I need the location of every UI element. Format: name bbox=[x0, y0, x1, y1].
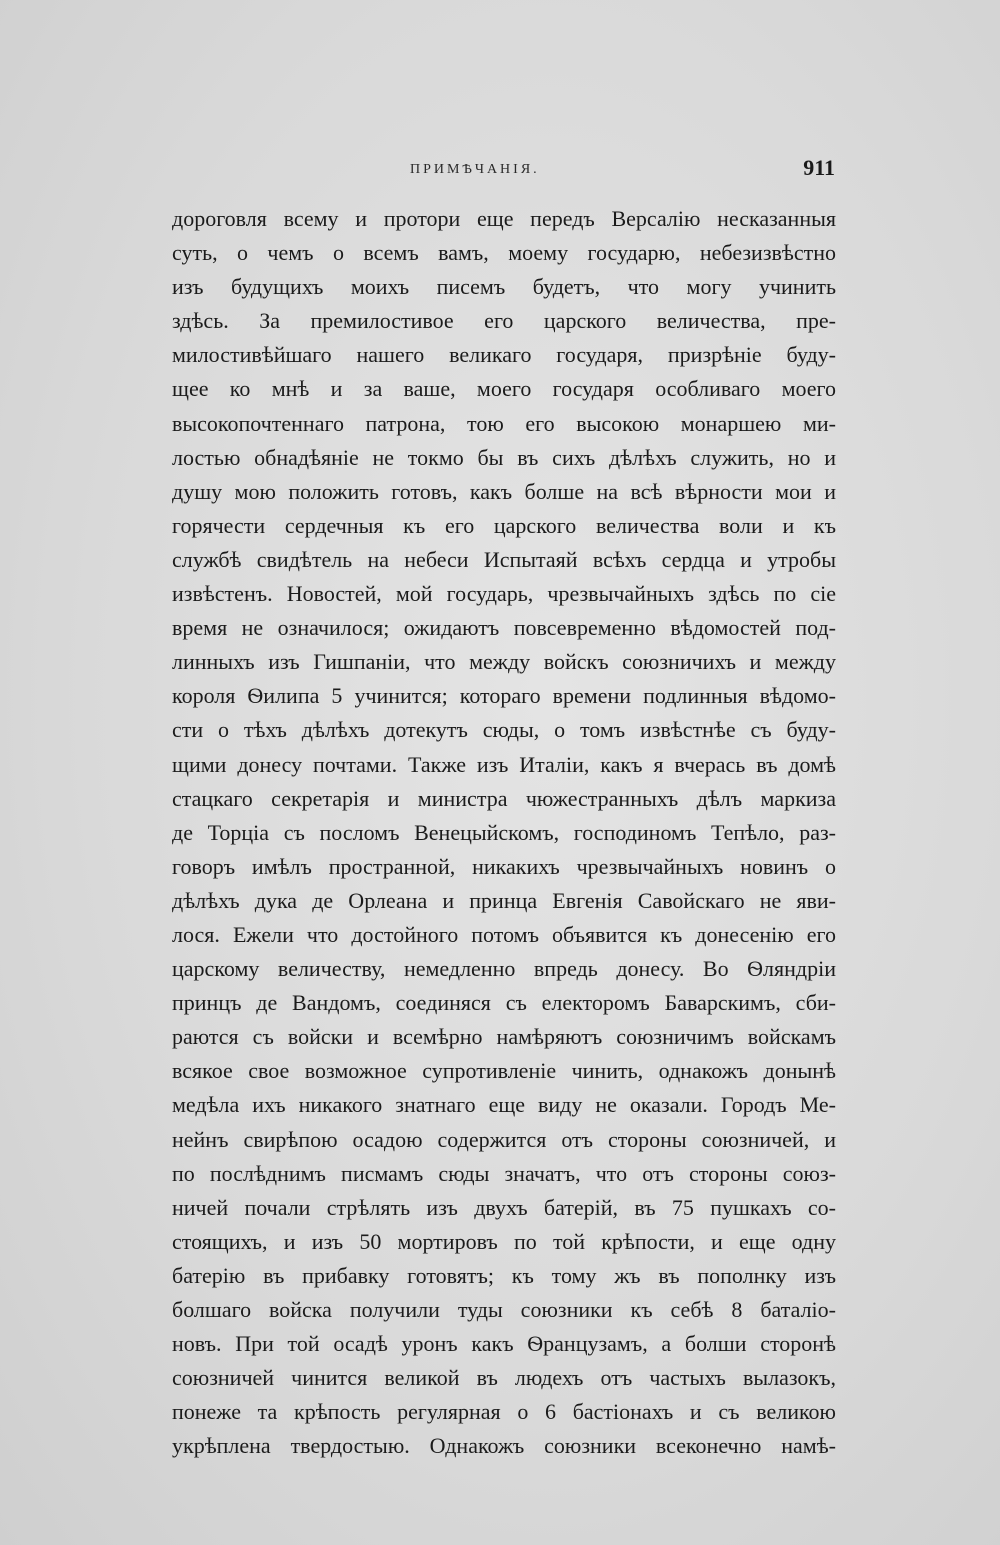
text-line: милостивѣйшаго нашего великаго государя, призрѣніе буду- bbox=[172, 342, 836, 368]
text-line: стоящихъ, и изъ 50 мортировъ по той крѣпости, и еще одну bbox=[172, 1228, 836, 1254]
text-line: суть, о чемъ о всемъ вамъ, моему государю, небезизвѣстно bbox=[172, 240, 836, 266]
text-line: короля Ѳилипа 5 учинится; котораго времени подлинныя вѣдомо- bbox=[172, 683, 836, 709]
text-line: говоръ имѣлъ пространной, никакихъ чрезвычайныхъ новинъ о bbox=[172, 853, 836, 879]
page-header bbox=[170, 150, 835, 190]
text-line: по послѣднимъ писмамъ сюды значатъ, что отъ стороны союз- bbox=[172, 1160, 836, 1186]
text-line: де Торціа съ посломъ Венецыйскомъ, господиномъ Тепѣло, раз- bbox=[172, 819, 836, 845]
text-line: щее ко мнѣ и за ваше, моего государя особливаго моего bbox=[172, 376, 836, 402]
running-head: ПРИМѢЧАНІЯ. bbox=[410, 162, 540, 177]
text-line: царскому величеству, немедленно впредь донесу. Во Ѳляндріи bbox=[172, 956, 836, 982]
text-line: медѣла ихъ никакого знатнаго еще виду не оказали. Городъ Ме- bbox=[172, 1092, 836, 1118]
text-line: горячести сердечныя къ его царского величества воли и къ bbox=[172, 512, 836, 538]
text-line: принцъ де Вандомъ, соединяся съ електоромъ Баварскимъ, сби- bbox=[172, 990, 836, 1016]
text-line: службѣ свидѣтель на небеси Испытаяй всѣхъ сердца и утробы bbox=[172, 546, 836, 572]
text-line: раются съ войски и всемѣрно намѣряютъ союзничимъ войскамъ bbox=[172, 1024, 836, 1050]
text-line: нейнъ свирѣпою осадою содержится отъ стороны союзничей, и bbox=[172, 1126, 836, 1152]
text-line: понеже та крѣпость регулярная о 6 бастіонахъ и съ великою bbox=[172, 1399, 836, 1425]
text-line: ничей почали стрѣлять изъ двухъ батерій, въ 75 пушкахъ со- bbox=[172, 1194, 836, 1220]
text-line: болшаго войска получили туды союзники къ себѣ 8 баталіо- bbox=[172, 1297, 836, 1322]
text-line: душу мою положить готовъ, какъ болше на всѣ вѣрности мои и bbox=[172, 478, 836, 504]
text-line: укрѣплена твердостыю. Однакожъ союзники всеконечно намѣ- bbox=[172, 1433, 836, 1459]
text-line: дѣлѣхъ дука де Орлеана и принца Евгенія Савойскаго не яви- bbox=[172, 887, 836, 913]
text-line: лостью обнадѣяніе не токмо бы въ сихъ дѣлѣхъ служить, но и bbox=[172, 444, 836, 470]
body-text bbox=[172, 202, 836, 1463]
page-number: 911 bbox=[803, 155, 835, 180]
text-line: союзничей чинится великой въ людехъ отъ частыхъ вылазокъ, bbox=[172, 1365, 836, 1391]
text-line: линныхъ изъ Гишпаніи, что между войскъ союзничихъ и между bbox=[172, 649, 836, 675]
text-line: извѣстенъ. Новостей, мой государь, чрезвычайныхъ здѣсь по сіе bbox=[172, 581, 836, 607]
text-line: сти о тѣхъ дѣлѣхъ дотекутъ сюды, о томъ извѣстнѣе съ буду- bbox=[172, 717, 836, 743]
text-line: здѣсь. За премилостивое его царского величества, пре- bbox=[172, 308, 836, 334]
text-line: стацкаго секретарія и министра чюжестранныхъ дѣлъ маркиза bbox=[172, 785, 836, 811]
text-line: щими донесу почтами. Также изъ Италіи, какъ я вчерась въ домѣ bbox=[172, 751, 836, 777]
text-line: батерію въ прибавку готовятъ; къ тому жъ въ пополнку изъ bbox=[172, 1262, 836, 1288]
text-line: изъ будущихъ моихъ писемъ будетъ, что могу учинить bbox=[172, 274, 836, 300]
text-line: всякое свое возможное супротивленіе чинить, однакожъ донынѣ bbox=[172, 1058, 836, 1084]
text-line: дороговля всему и протори еще передъ Версалію несказанныя bbox=[172, 206, 836, 231]
text-line: время не означилося; ожидаютъ повсевременно вѣдомостей под- bbox=[172, 615, 836, 641]
text-line: высокопочтеннаго патрона, тою его высокою монаршею ми- bbox=[172, 410, 836, 436]
text-line: лося. Ежели что достойного потомъ объявится къ донесенію его bbox=[172, 921, 836, 947]
text-line: новъ. При той осадѣ уронъ какъ Ѳранцузамъ, а болши сторонѣ bbox=[172, 1331, 836, 1357]
